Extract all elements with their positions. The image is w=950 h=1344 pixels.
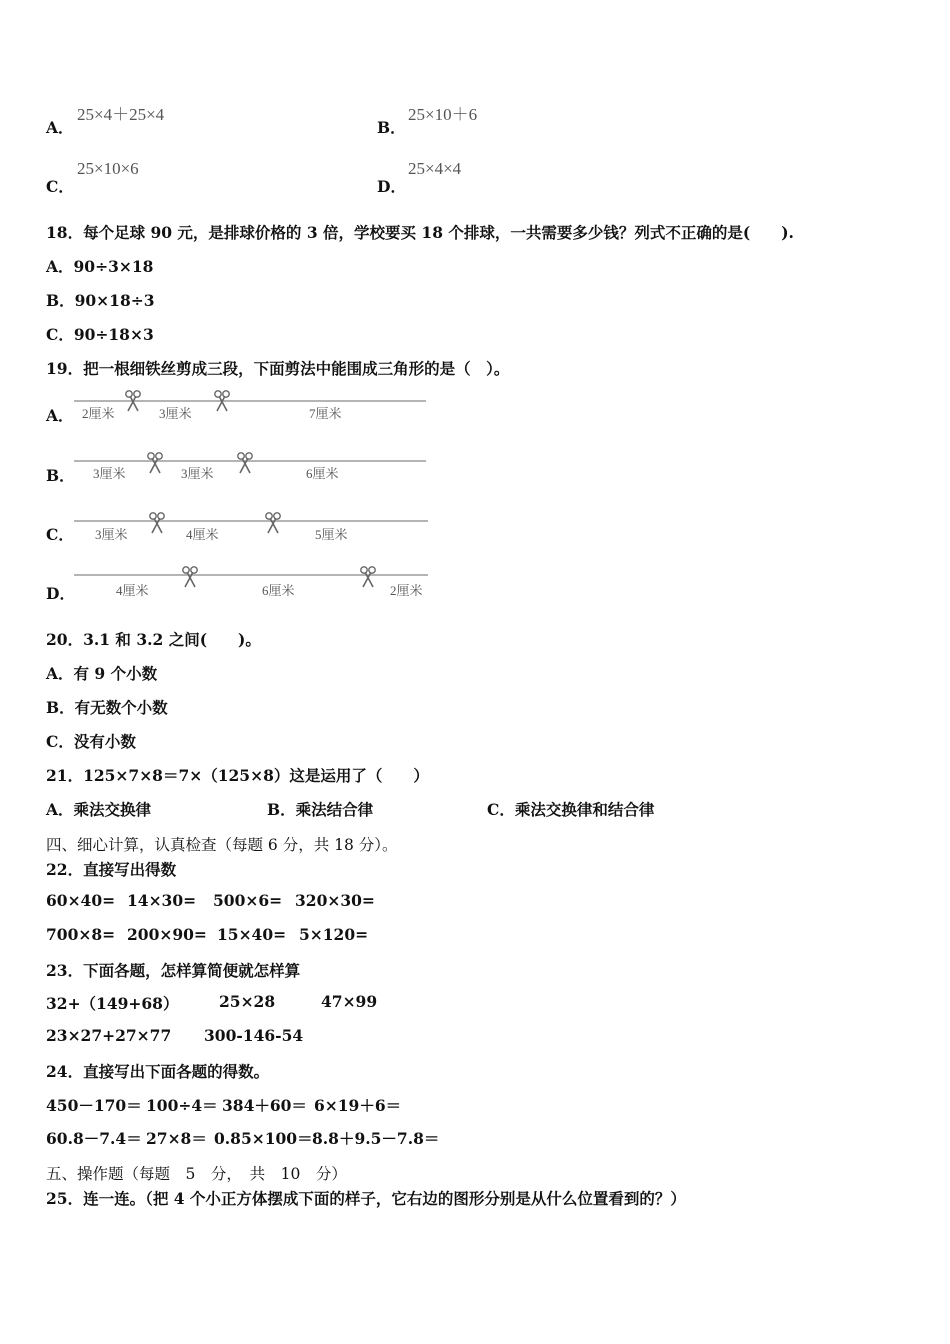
q24-item: 0.85×100＝ bbox=[214, 1129, 313, 1148]
q19-d-seg-3: 2厘米 bbox=[390, 583, 423, 598]
q17-option-b-expr: 25×10＋6 bbox=[408, 105, 478, 124]
q19-a-seg-1: 2厘米 bbox=[82, 406, 115, 421]
q24-item: 60.8－7.4＝ bbox=[46, 1129, 142, 1148]
q19-option-c-label: C． bbox=[46, 525, 74, 544]
q23-item: 32+（149+68） bbox=[46, 994, 179, 1013]
q19-wire-diagrams bbox=[0, 385, 950, 615]
q20-option-c: C．没有小数 bbox=[46, 732, 136, 751]
q24-item: 8.8＋9.5－7.8＝ bbox=[312, 1129, 440, 1148]
q22-item: 60×40= bbox=[46, 891, 116, 910]
q22-item: 200×90= bbox=[127, 925, 207, 944]
q22-item: 15×40= bbox=[217, 925, 287, 944]
section-4-heading: 四、细心计算，认真检查（每题 6 分，共 18 分）。 bbox=[46, 836, 398, 854]
q21-option-b: B．乘法结合律 bbox=[267, 800, 374, 819]
q20-option-a: A．有 9 个小数 bbox=[46, 664, 158, 683]
q19-c-seg-1: 3厘米 bbox=[95, 527, 128, 542]
q17-option-d-expr: 25×4×4 bbox=[408, 159, 462, 178]
q22-item: 320×30= bbox=[295, 891, 375, 910]
q19-option-b-label: B． bbox=[46, 466, 75, 485]
q23-item: 25×28 bbox=[219, 992, 276, 1011]
q19-b-seg-2: 3厘米 bbox=[181, 466, 214, 481]
q24-item: 6×19＋6＝ bbox=[314, 1096, 402, 1115]
q17-option-b-label: B． bbox=[377, 118, 406, 137]
q17-option-d-label: D． bbox=[377, 177, 406, 196]
q19-a-seg-3: 7厘米 bbox=[309, 406, 342, 421]
q17-option-c-expr: 25×10×6 bbox=[77, 159, 139, 178]
scissors-icon bbox=[238, 453, 252, 473]
q17-option-a-expr: 25×4＋25×4 bbox=[77, 105, 165, 124]
q19-c-seg-2: 4厘米 bbox=[186, 527, 219, 542]
q22-item: 700×8= bbox=[46, 925, 116, 944]
q23-item: 47×99 bbox=[321, 992, 378, 1011]
q24-item: 27×8＝ bbox=[146, 1129, 207, 1148]
q19-d-seg-2: 6厘米 bbox=[262, 583, 295, 598]
q24-item: 100÷4＝ bbox=[146, 1096, 218, 1115]
scissors-icon bbox=[183, 567, 197, 587]
q21-stem: 21．125×7×8＝7×（125×8）这是运用了（ ） bbox=[46, 766, 429, 785]
scissors-icon bbox=[150, 513, 164, 533]
q19-c-seg-3: 5厘米 bbox=[315, 527, 348, 542]
q22-item: 500×6= bbox=[213, 891, 283, 910]
q22-stem: 22．直接写出得数 bbox=[46, 860, 177, 879]
q23-item: 23×27+27×77 bbox=[46, 1026, 172, 1045]
q19-d-seg-1: 4厘米 bbox=[116, 583, 149, 598]
scissors-icon bbox=[148, 453, 162, 473]
q24-stem: 24．直接写出下面各题的得数。 bbox=[46, 1062, 270, 1081]
q18-stem: 18．每个足球 90 元，是排球价格的 3 倍，学校要买 18 个排球，一共需要多少钱？列式不正确的是( ). bbox=[46, 223, 794, 242]
q19-b-seg-1: 3厘米 bbox=[93, 466, 126, 481]
section-5-heading: 五、操作题（每题 5 分， 共 10 分） bbox=[46, 1165, 347, 1183]
q21-option-c: C．乘法交换律和结合律 bbox=[487, 800, 655, 819]
q24-item: 384＋60＝ bbox=[222, 1096, 307, 1115]
q17-option-a-label: A． bbox=[46, 118, 74, 137]
q18-option-c: C．90÷18×3 bbox=[46, 325, 154, 344]
scissors-icon bbox=[361, 567, 375, 587]
q25-stem: 25．连一连。（把 4 个小正方体摆成下面的样子，它右边的图形分别是从什么位置看到的？） bbox=[46, 1189, 686, 1208]
q17-option-c-label: C． bbox=[46, 177, 74, 196]
q22-item: 14×30= bbox=[127, 891, 197, 910]
q23-item: 300-146-54 bbox=[204, 1026, 304, 1045]
q19-option-d-label: D． bbox=[46, 584, 75, 603]
q18-option-b: B．90×18÷3 bbox=[46, 291, 155, 310]
q22-item: 5×120= bbox=[299, 925, 369, 944]
q18-option-a: A．90÷3×18 bbox=[46, 257, 154, 276]
q19-a-seg-2: 3厘米 bbox=[159, 406, 192, 421]
q24-item: 450－170＝ bbox=[46, 1096, 142, 1115]
q21-option-a: A．乘法交换律 bbox=[46, 800, 152, 819]
q19-option-a-label: A． bbox=[46, 406, 74, 425]
q19-stem: 19．把一根细铁丝剪成三段，下面剪法中能围成三角形的是（ ）。 bbox=[46, 359, 510, 378]
q20-stem: 20．3.1 和 3.2 之间( )。 bbox=[46, 630, 261, 649]
q19-b-seg-3: 6厘米 bbox=[306, 466, 339, 481]
q20-option-b: B．有无数个小数 bbox=[46, 698, 168, 717]
q23-stem: 23．下面各题，怎样算简便就怎样算 bbox=[46, 961, 301, 980]
scissors-icon bbox=[266, 513, 280, 533]
